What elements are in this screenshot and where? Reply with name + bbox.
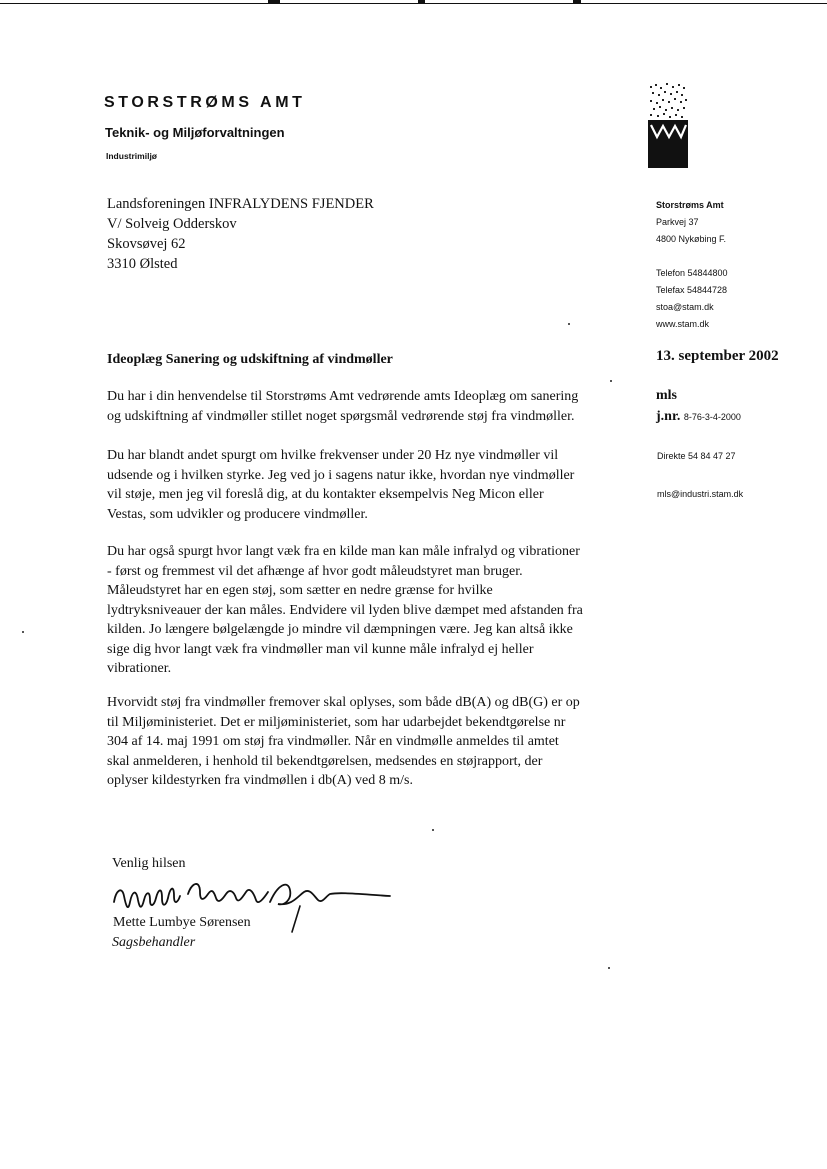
recipient-line: 3310 Ølsted	[107, 256, 178, 272]
sender-fax: Telefax 54844728	[656, 285, 728, 295]
org-name: STORSTRØMS AMT	[104, 94, 306, 111]
body-line: Du har blandt andet spurgt om hvilke frekvenser under 20 Hz nye vindmøller vil	[107, 448, 559, 463]
recipient-line: Skovsøvej 62	[107, 236, 186, 252]
body-line: 304 af 14. maj 1991 om støj fra vindmøller. Når en vindmølle anmeldes til amtet	[107, 734, 559, 749]
journal-number-value: 8-76-3-4-2000	[683, 412, 741, 422]
body-line: skal anmelderen, i henhold til bekendtgørelsen, medsendes en støjrapport, der	[107, 753, 543, 769]
county-logo-icon	[648, 80, 688, 168]
body-paragraph-4	[107, 693, 647, 791]
case-email: mls@industri.stam.dk	[657, 489, 744, 499]
body-line: Hvorvidt støj fra vindmøller fremover skal oplyses, som både dB(A) og dB(G) er op	[107, 695, 580, 710]
body-line: vibrationer.	[107, 661, 172, 676]
signer-title: Sagsbehandler	[112, 935, 196, 950]
scan-speck	[432, 829, 434, 831]
body-line: Du har i din henvendelse til Storstrøms Amt vedrørende amts Ideoplæg om sanering	[107, 389, 579, 404]
body-line: sige dig hvor langt væk fra vindmøller man vil kunne måle infralyd ej heller	[107, 641, 534, 657]
body-line: Vestas, som udvikler og producere vindmøller.	[107, 506, 368, 522]
body-paragraph-3	[107, 542, 647, 679]
sender-email: stoa@stam.dk	[656, 302, 714, 312]
scan-mark	[418, 0, 425, 4]
sender-phone: Telefon 54844800	[656, 268, 728, 278]
recipient-address	[107, 194, 374, 274]
sender-web: www.stam.dk	[656, 319, 710, 329]
scan-speck	[610, 380, 612, 382]
body-line: lydtryksniveauer der kan måles. Endvidere vil lyden blive dæmpet med afstanden fra	[107, 602, 583, 618]
body-line: vil støje, men jeg vil foreslå dig, at du kontakter eksempelvis Neg Micon eller	[107, 487, 544, 502]
letter-subject: Ideoplæg Sanering og udskiftning af vindmøller	[107, 352, 393, 367]
body-paragraph-2	[107, 446, 647, 524]
body-line: - først og fremmest vil det afhænge af hvor godt måleudstyret man bruger.	[107, 563, 523, 579]
body-line: Måleudstyret har en egen støj, som sætter en nedre grænse for hvilke	[107, 583, 493, 598]
recipient-line: V/ Solveig Odderskov	[107, 216, 237, 232]
recipient-line: Landsforeningen INFRALYDENS FJENDER	[107, 196, 374, 212]
department-name: Teknik- og Miljøforvaltningen	[105, 125, 285, 140]
journal-number-label: j.nr.	[656, 409, 681, 424]
body-line: og udskiftning af vindmøller stillet noget spørgsmål vedrørende støj fra vindmøller.	[107, 408, 575, 424]
case-initials: mls	[656, 388, 677, 403]
scan-speck	[568, 323, 570, 325]
direct-phone: Direkte 54 84 47 27	[657, 451, 736, 461]
scan-speck	[22, 631, 24, 633]
body-line: kilden. Jo længere bølgelængde jo mindre vil dæmpningen være. Jeg kan altså ikke	[107, 622, 573, 637]
scan-edge-line	[0, 3, 827, 4]
unit-name: Industrimiljø	[106, 151, 157, 161]
closing-greeting: Venlig hilsen	[112, 856, 186, 871]
body-line: til Miljøministeriet. Det er miljøministeriet, som har udarbejdet bekendtgørelse nr	[107, 714, 566, 730]
body-paragraph-1	[107, 387, 647, 426]
sender-street: Parkvej 37	[656, 217, 699, 227]
scan-mark	[573, 0, 581, 4]
body-line: oplyser kildestyrken fra vindmøllen i db(A) ved 8 m/s.	[107, 773, 413, 788]
scan-speck	[608, 967, 610, 969]
scan-mark	[268, 0, 280, 4]
letter-date: 13. september 2002	[656, 348, 779, 364]
body-line: udsende og i hvilken styrke. Jeg ved jo i sagens natur ikke, hvordan nye vindmøller	[107, 467, 575, 483]
signer-name: Mette Lumbye Sørensen	[113, 915, 251, 930]
sender-address	[656, 197, 728, 333]
sender-name: Storstrøms Amt	[656, 200, 724, 210]
body-line: Du har også spurgt hvor langt væk fra en kilde man kan måle infralyd og vibrationer	[107, 544, 580, 559]
journal-number	[656, 409, 741, 425]
sender-city: 4800 Nykøbing F.	[656, 234, 727, 244]
